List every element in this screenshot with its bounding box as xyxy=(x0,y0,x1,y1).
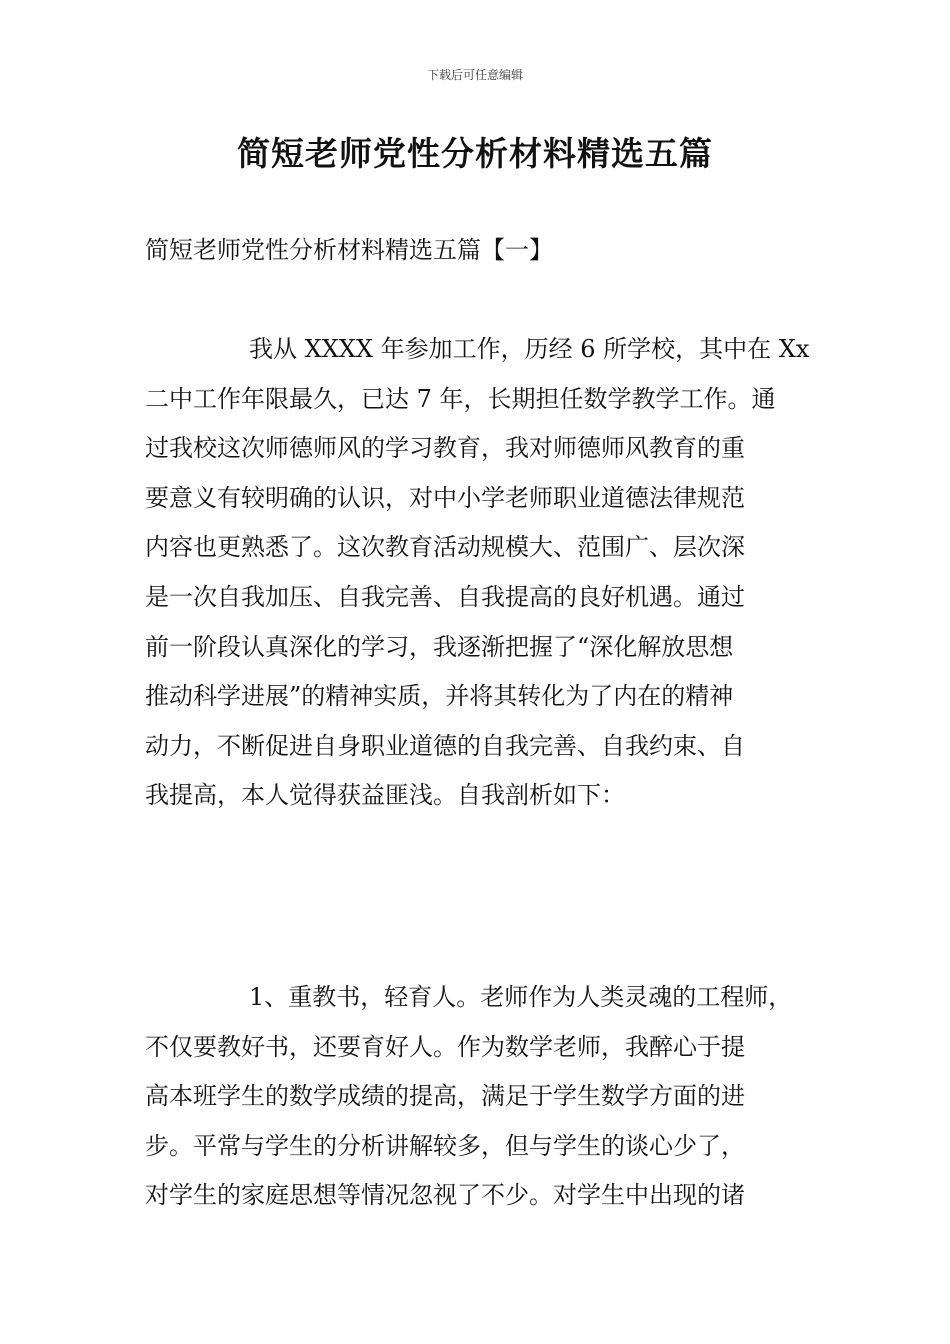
header-note: 下载后可任意编辑 xyxy=(426,68,523,82)
paragraph-line: 推动科学进展”的精神实质，并将其转化为了内在的精神 xyxy=(145,682,734,711)
paragraph-line: 1、重教书，轻育人。老师作为人类灵魂的工程师， xyxy=(249,983,793,1011)
paragraph-line: 内容也更熟悉了。这次教育活动规模大、范围广、层次深 xyxy=(145,533,745,562)
paragraph-line: 高本班学生的数学成绩的提高，满足于学生数学方面的进 xyxy=(145,1082,745,1111)
paragraph-line: 我提高，本人觉得获益匪浅。自我剖析如下： xyxy=(145,781,625,810)
paragraph-line: 不仅要教好书，还要育好人。作为数学老师，我醉心于提 xyxy=(145,1032,745,1061)
paragraph-line: 二中工作年限最久，已达 7 年，长期担任数学教学工作。通 xyxy=(145,384,776,413)
paragraph-line: 对学生的家庭思想等情况忽视了不少。对学生中出现的诸 xyxy=(145,1181,745,1210)
paragraph-line: 过我校这次师德师风的学习教育，我对师德师风教育的重 xyxy=(145,434,745,463)
document-title: 简短老师党性分析材料精选五篇 xyxy=(237,134,713,173)
paragraph-line: 是一次自我加压、自我完善、自我提高的良好机遇。通过 xyxy=(145,582,745,611)
paragraph-line: 要意义有较明确的认识，对中小学老师职业道德法律规范 xyxy=(145,483,745,512)
paragraph-1 xyxy=(145,325,835,821)
paragraph-2 xyxy=(145,973,835,1221)
paragraph-line: 前一阶段认真深化的学习，我逐渐把握了“深化解放思想 xyxy=(145,632,734,661)
paragraph-line: 动力，不断促进自身职业道德的自我完善、自我约束、自 xyxy=(145,731,745,760)
paragraph-line: 步。平常与学生的分析讲解较多，但与学生的谈心少了， xyxy=(145,1131,745,1160)
paragraph-line: 我从 XXXX 年参加工作，历经 6 所学校，其中在 Xx xyxy=(249,335,810,363)
section-heading: 简短老师党性分析材料精选五篇【一】 xyxy=(145,236,553,264)
